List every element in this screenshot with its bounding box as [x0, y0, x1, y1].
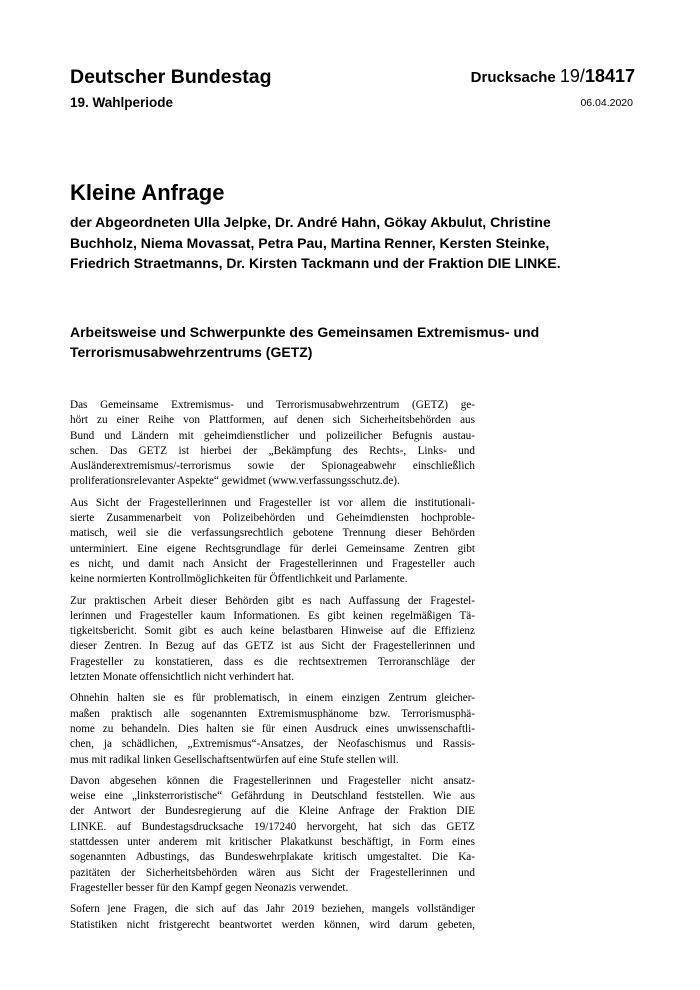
document-header — [70, 66, 635, 92]
paragraph — [70, 902, 475, 933]
subject-title — [70, 322, 590, 362]
paragraph-line: Das Gemeinsame Extremismus- und Terrorismusabwehrzentrum (GETZ) ge- — [70, 399, 475, 411]
wahlperiode: 19. Wahlperiode — [70, 95, 174, 110]
authors-block — [70, 212, 590, 274]
paragraph-line: matisch, weil sie die verfassungsrechtlich gebotene Trennung dieser Behörden — [70, 527, 475, 540]
paragraph-line: weise eine „linksterroristische“ Gefährdung in Deutschland feststellen. Wie aus — [70, 790, 475, 803]
drucksache-label: Drucksache — [470, 69, 556, 86]
authors-line: Friedrich Straetmanns, Dr. Kirsten Tackmann und der Fraktion DIE LINKE. — [70, 255, 561, 271]
paragraph-line: sogenannten Adbustings, das Bundeswehrplakate kritisch umgestaltet. Die Ka- — [70, 851, 475, 864]
paragraph — [70, 594, 475, 686]
organization-name: Deutscher Bundestag — [70, 66, 272, 88]
paragraph-line: Fragesteller zu konstatieren, dass es die rechtsextremen Terroranschläge der — [70, 655, 475, 668]
paragraph-line: maßen praktisch alle sogenannten Extremismusphänome bzw. Terrorismusphä- — [70, 707, 475, 720]
paragraph-line: mus mit radikal linken Gesellschaftsentwürfen auf eine Stufe stellen will. — [70, 753, 399, 766]
document-date: 06.04.2020 — [580, 97, 633, 109]
document-subheader — [70, 95, 635, 113]
document-type-title: Kleine Anfrage — [70, 180, 225, 205]
paragraph — [70, 774, 475, 896]
paragraph-line: letzten Monate offensichtlich nicht verhindert hat. — [70, 671, 295, 684]
body-text — [70, 398, 475, 939]
paragraph-line: Ohnehin halten sie es für problematisch, in einem einzigen Zentrum gleicher- — [70, 692, 475, 705]
paragraph-line: proliferationsrelevanter Aspekte“ gewidmet (www.verfassungsschutz.de). — [70, 475, 400, 488]
drucksache-id: 18417 — [584, 66, 635, 86]
paragraph-line: schen. Das GETZ ist hierbei der „Bekämpfung des Rechts-, Links- und — [70, 444, 475, 457]
paragraph-line: hört zu einer Reihe von Plattformen, auf denen sich Sicherheitsbehörden aus — [70, 414, 475, 427]
paragraph-line: pazitäten der Sicherheitsbehörden wären aus Sicht der Fragestellerinnen und — [70, 866, 475, 879]
drucksache-period: 19/ — [559, 66, 585, 86]
subject-line: Arbeitsweise und Schwerpunkte des Gemeinsamen Extremismus- und — [70, 324, 540, 340]
paragraph-line: Aus Sicht der Fragestellerinnen und Fragesteller ist vor allem die institutionali- — [70, 496, 475, 509]
authors-line: Buchholz, Niema Movassat, Petra Pau, Martina Renner, Kersten Steinke, — [70, 234, 550, 251]
drucksache-number — [471, 66, 635, 87]
paragraph-line: nome zu behandeln. Dies halten sie für einen Ausdruck eines unwissenschaftli- — [70, 722, 475, 735]
paragraph-line: Sofern jene Fragen, die sich auf das Jahr 2019 beziehen, mangels vollständiger — [70, 903, 475, 916]
paragraph-line: LINKE. auf Bundestagsdrucksache 19/17240 hervorgeht, hat sich das GETZ — [70, 820, 475, 833]
paragraph-line: Ausländerextremismus/-terrorismus sowie der Spionageabwehr einschließlich — [70, 460, 475, 473]
paragraph — [70, 691, 475, 767]
paragraph-line: stattdessen unter anderem mit kritischer Plakatkunst beschäftigt, in Form eines — [70, 836, 475, 849]
paragraph-line: Davon abgesehen können die Fragestellerinnen und Fragesteller nicht ansatz- — [70, 774, 475, 787]
paragraph-line: es nicht, und damit nach Ansicht der Fragestellerinnen und Fragesteller auch — [70, 557, 475, 570]
subject-line: Terrorismusabwehrzentrums (GETZ) — [70, 344, 313, 360]
paragraph-line: Fragesteller besser für den Kampf gegen Neonazis verwendet. — [70, 881, 349, 894]
paragraph — [70, 398, 475, 490]
paragraph-line: sierte Zusammenarbeit von Polizeibehörden und Geheimdiensten hochproble- — [70, 512, 475, 525]
authors-line: der Abgeordneten Ulla Jelpke, Dr. André Hahn, Gökay Akbulut, Christine — [70, 214, 551, 230]
paragraph-line: Statistiken nicht fristgerecht beantwortet werden können, wird darum gebeten, — [70, 918, 475, 931]
paragraph-line: tigkeitsbericht. Somit gibt es auch keine belastbaren Hinweise auf die Effizienz — [70, 625, 475, 638]
paragraph-line: chen, ja schädlichen, „Extremismus“-Ansatzes, der Neofaschismus und Rassis- — [70, 738, 475, 751]
paragraph — [70, 496, 475, 588]
paragraph-line: der Antwort der Bundesregierung auf die Kleine Anfrage der Fraktion DIE — [70, 805, 475, 818]
paragraph-line: Bund und Ländern mit geheimdienstlicher und polizeilicher Befugnis austau- — [70, 429, 475, 442]
paragraph-line: keine normierten Kontrollmöglichkeiten für Öffentlichkeit und Parlamente. — [70, 573, 408, 586]
paragraph-line: unterminiert. Eine eigene Rechtsgrundlage für derlei Gemeinsame Zentren gibt — [70, 542, 475, 555]
paragraph-line: dieser Zentren. In Bezug auf das GETZ ist aus Sicht der Fragestellerinnen und — [70, 640, 475, 653]
paragraph-line: Zur praktischen Arbeit dieser Behörden gibt es nach Auffassung der Fragestel- — [70, 594, 475, 607]
paragraph-line: lerinnen und Fragesteller kaum Informationen. Es gibt keinen regelmäßigen Tä- — [70, 609, 475, 622]
